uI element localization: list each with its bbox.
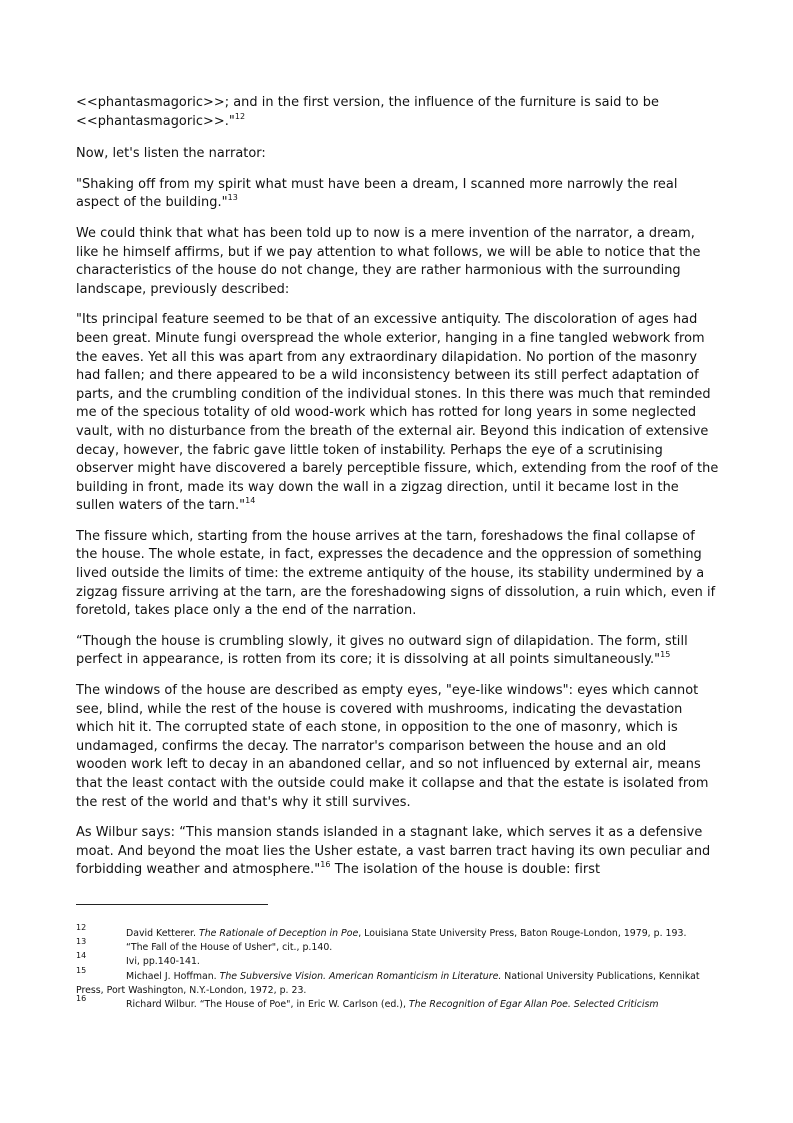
footnote-number: 14: [76, 951, 87, 961]
footnote-text-part: David Ketterer.: [126, 928, 199, 939]
footnote-text: [76, 927, 716, 941]
footnote-text: [76, 998, 716, 1012]
footnote-text-part: Ivi, pp.140-141.: [126, 956, 200, 968]
paragraph-8: [76, 682, 720, 812]
paragraph-text: <<phantasmagoric>>; and in the first version, the influence of the furniture is said to be <<phantasmagoric>>.": [76, 95, 659, 129]
paragraph-text: Now, let's listen the narrator:: [76, 146, 266, 162]
paragraph-tail: The isolation of the house is double: first: [330, 862, 601, 878]
footnote-15: [76, 965, 716, 998]
footnote-title: The Subversive Vision. American Romanticism in Literature.: [219, 970, 502, 982]
paragraph-6: [76, 528, 720, 621]
body-text: [76, 94, 720, 892]
footnote-text: [76, 970, 716, 998]
footnote-13: [76, 937, 716, 955]
footnote-title: The Recognition of Egar Allan Poe. Selected Criticism: [408, 999, 659, 1011]
paragraph-9: [76, 824, 720, 880]
footnote-number: 16: [76, 994, 87, 1004]
footnote-text-part: National University Publications, Kennikat Press, Port Washington, N.Y.-London, 1972, p. 23.: [76, 970, 700, 996]
paragraph-text: As Wilbur says: “This mansion stands islanded in a stagnant lake, which serves it as a defensive moat. And beyond the moat lies the Usher estate, a vast barren tract having its own peculiar and forbidding weather and atmosphere.": [76, 825, 711, 878]
footnote-ref-15: 15: [660, 650, 671, 660]
paragraph-4: [76, 225, 720, 299]
footnote-12: [76, 923, 716, 941]
paragraph-text: “Though the house is crumbling slowly, it gives no outward sign of dilapidation. The form, still perfect in appearance, is rotten from its core; it is dissolving at all points simultaneously.": [76, 633, 688, 668]
paragraph-2: [76, 145, 720, 164]
paragraph-text: "Its principal feature seemed to be that of an excessive antiquity. The discoloration of ages had been great. Minute fungi overspread the whole exterior, hanging in a fine tangled webwork from the eaves. Yet all this was apart from any extraordinary dilapidation. No portion of the masonry had fallen; and there appeared to be a wild inconsistency between its still perfect adaptation of parts, and the crumbling condition of the individual stones. In this there was much that reminded me of the specious totality of old wood-work which has rotted for long years in some neglected vault, with no disturbance from the breath of the external air. Beyond this indication of extensive decay, however, the fabric gave little token of instability. Perhaps the eye of a scrutinising observer might have discovered a barely perceptible fissure, which, extending from the roof of the building in front, made its way down the wall in a zigzag direction, until it became lost in the sullen waters of the tarn.": [76, 312, 719, 514]
footnote-number: 15: [76, 965, 87, 975]
footnote-text-part: Richard Wilbur. “The House of Poe", in Eric W. Carlson (ed.),: [126, 999, 409, 1011]
footnote-text: [76, 955, 716, 969]
footnote-ref-12: 12: [234, 111, 246, 121]
footnote-text-part: , Louisiana State University Press, Baton Rouge-London, 1979, p. 193.: [358, 928, 687, 939]
footnote-16: [76, 994, 716, 1012]
footnote-ref-13: 13: [227, 193, 238, 203]
paragraph-7-quote: [76, 633, 720, 670]
footnote-title: The Rationale of Deception in Poe: [198, 928, 359, 939]
paragraph-3-quote: [76, 176, 720, 213]
paragraph-text: The windows of the house are described as empty eyes, "eye-like windows": eyes which cannot see, blind, while the rest of the house is covered with mushrooms, indicating the devastation which hit it. The corrupted state of each stone, in opposition to the one of masonry, which is undamaged, confirms the decay. The narrator's comparison between the house and an old wooden work left to decay in an abandoned cellar, and so not influenced by external air, means that the least contact with the outside could make it collapse and that the estate is isolated from the rest of the world and that's why it still survives.: [76, 683, 709, 810]
footnotes: [76, 923, 716, 1012]
footnote-number: 12: [76, 923, 87, 932]
footnote-ref-16: 16: [320, 860, 331, 870]
footnote-separator: [76, 904, 268, 905]
paragraph-5-quote: [76, 311, 720, 516]
footnote-text-part: Michael J. Hoffman.: [126, 970, 220, 982]
paragraph-1: [76, 94, 720, 131]
paragraph-text: The fissure which, starting from the house arrives at the tarn, foreshadows the final collapse of the house. The whole estate, in fact, expresses the decadence and the oppression of something lived outside the limits of time: the extreme antiquity of the house, its stability undermined by a zigzag fissure arriving at the tarn, are the foreshadowing signs of dissolution, a ruin which, even if foretold, takes place only a the end of the narration.: [76, 528, 716, 619]
footnote-text-part: “The Fall of the House of Usher", cit., p.140.: [126, 942, 333, 954]
paragraph-text: "Shaking off from my spirit what must have been a dream, I scanned more narrowly the real aspect of the building.": [76, 176, 678, 211]
footnote-text: [76, 941, 716, 955]
footnote-14: [76, 951, 716, 969]
paragraph-text: We could think that what has been told up to now is a mere invention of the narrator, a dream, like he himself affirms, but if we pay attention to what follows, we will be able to notice that the characteristics of the house do not change, they are rather harmonious with the surrounding landscape, previously described:: [76, 225, 701, 297]
footnote-ref-14: 14: [245, 496, 256, 506]
footnote-number: 13: [76, 937, 87, 947]
